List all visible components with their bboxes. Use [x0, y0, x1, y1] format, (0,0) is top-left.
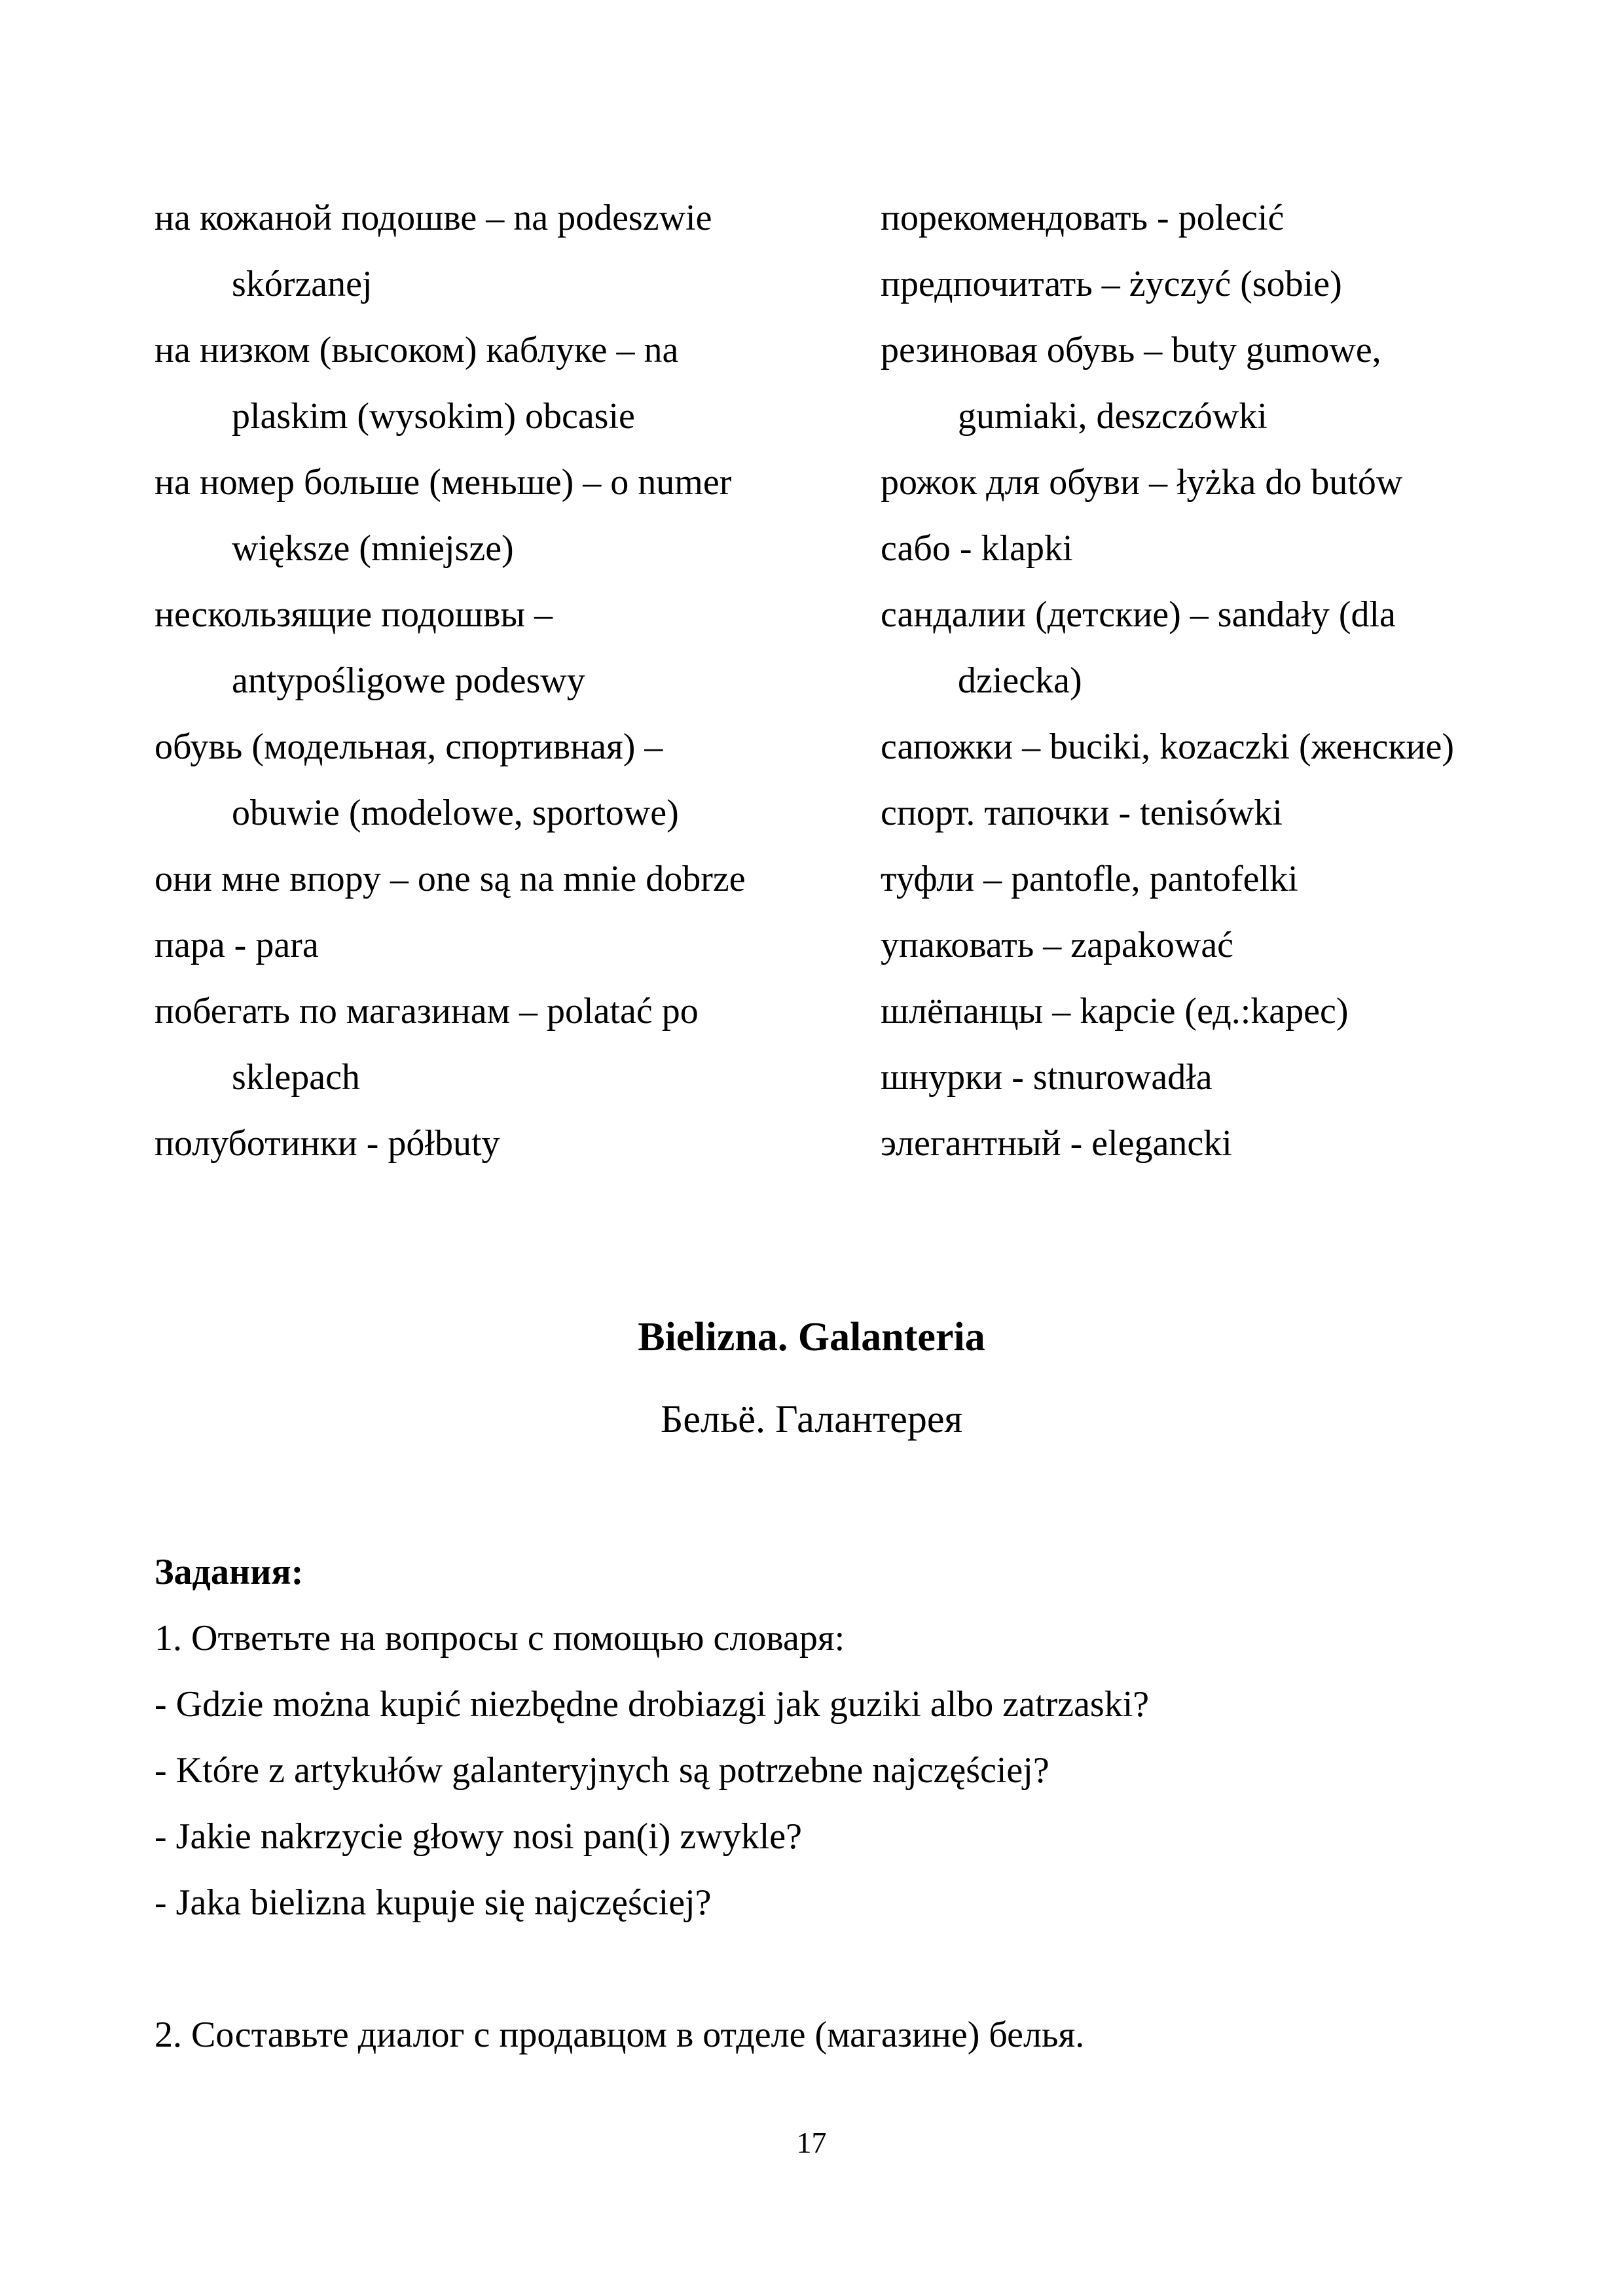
vocabulary-entry-line: на низком (высоком) каблуке – na: [155, 330, 679, 370]
vocabulary-entry-line: пара - para: [155, 925, 319, 965]
vocabulary-entry-line: порекомендовать - polecić: [881, 198, 1285, 238]
vocabulary-entry-line: сандалии (детские) – sandały (dla: [881, 594, 1396, 635]
vocabulary-entry-line: спорт. тапочки - tenisówki: [881, 793, 1283, 833]
vocabulary-entry-line: нескользящие подошвы –: [155, 594, 553, 635]
task-2: 2. Составьте диалог с продавцом в отделе (магазине) белья.: [155, 2015, 1085, 2055]
question-item: - Jaka bielizna kupuje się najczęściej?: [155, 1882, 712, 1923]
vocabulary-entry-line: dziecka): [958, 660, 1082, 701]
vocabulary-entry-line: они мне впору – one są na mnie dobrze: [155, 859, 746, 899]
question-item: - Gdzie można kupić niezbędne drobiazgi jak guziki albo zatrzaski?: [155, 1684, 1150, 1725]
spacer: [155, 1936, 1497, 2002]
vocabulary-entry-line: элегантный - elegancki: [881, 1123, 1232, 1164]
vocabulary-entry-line: предпочитать – życzyć (sobie): [881, 264, 1342, 304]
section-title-polish: Bielizna. Galanteria: [638, 1315, 985, 1359]
vocabulary-entry-line: większe (mniejsze): [232, 528, 514, 569]
task-1: 1. Ответьте на вопросы с помощью словаря:: [155, 1618, 845, 1659]
vocabulary-entry-line: plaskim (wysokim) obcasie: [232, 396, 635, 437]
tasks-block: [155, 1539, 1497, 2068]
vocabulary-entry-line: туфли – pantofle, pantofelki: [881, 859, 1298, 899]
vocabulary-column-right: [881, 185, 1555, 1177]
vocabulary-entry-line: antypośligowe podeswy: [232, 660, 585, 701]
vocabulary-column-left: [155, 185, 842, 1177]
vocabulary-entry-line: на номер больше (меньше) – o numer: [155, 462, 732, 503]
tasks-heading: Задания:: [155, 1552, 304, 1592]
vocabulary-entry-line: рожок для обуви – łyżka do butów: [881, 462, 1403, 503]
vocabulary-entry-line: на кожаной подошве – na podeszwie: [155, 198, 712, 238]
vocabulary-entry-line: шлёпанцы – kapcie (ед.:kapec): [881, 991, 1349, 1031]
vocabulary-entry-line: резиновая обувь – buty gumowe,: [881, 330, 1381, 370]
vocabulary-entry-line: obuwie (modelowe, sportowe): [232, 793, 679, 833]
page-number: 17: [796, 2126, 827, 2159]
vocabulary-entry-line: skórzanej: [232, 264, 373, 304]
question-item: - Jakie nakrzycie głowy nosi pan(i) zwykle?: [155, 1816, 802, 1857]
vocabulary-entry-line: sklepach: [232, 1057, 360, 1098]
vocabulary-entry-line: обувь (модельная, спортивная) –: [155, 726, 663, 767]
vocabulary-entry-line: шнурки - stnurowadła: [881, 1057, 1213, 1098]
vocabulary-entry-line: сапожки – buciki, kozaczki (женские): [881, 726, 1455, 767]
vocabulary-entry-line: gumiaki, deszczówki: [958, 396, 1267, 437]
question-item: - Które z artykułów galanteryjnych są potrzebne najczęściej?: [155, 1750, 1049, 1791]
vocabulary-entry-line: упаковать – zapakować: [881, 925, 1234, 965]
vocabulary-entry-line: побегать по магазинам – polatać po: [155, 991, 699, 1031]
vocabulary-entry-line: сабо - klapki: [881, 528, 1073, 569]
section-title-russian: Бельё. Галантерея: [660, 1397, 963, 1441]
vocabulary-entry-line: полуботинки - półbuty: [155, 1123, 500, 1164]
